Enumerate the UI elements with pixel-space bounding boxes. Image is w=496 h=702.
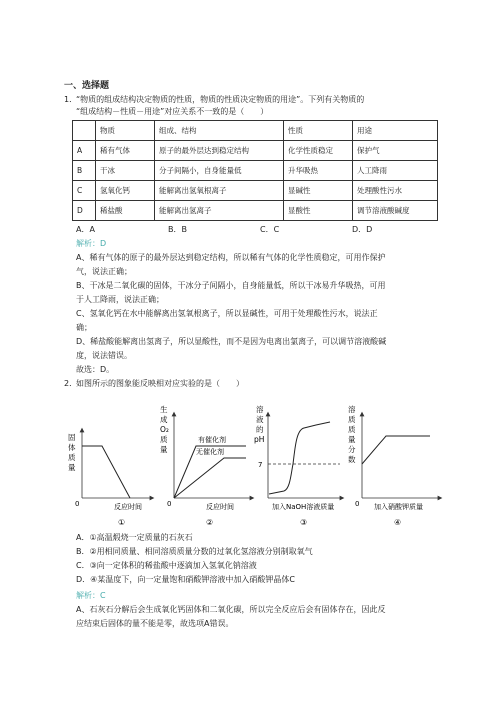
- chart-2-ylabel: 质: [160, 435, 168, 444]
- q1-answer-label: 解析：D: [76, 239, 107, 248]
- q1-number: 1．: [64, 95, 78, 104]
- table-cell: 稀有气体: [96, 141, 155, 161]
- table-row: [73, 161, 438, 181]
- table-row: [73, 201, 438, 221]
- q2-option-d: D．④某温度下，向一定量饱和硝酸钾溶液中加入硝酸钾晶体C: [76, 575, 295, 584]
- table-cell: A: [73, 141, 96, 161]
- q1-option-a: A．A: [76, 225, 95, 234]
- chart-2-caption: ②: [206, 518, 214, 527]
- chart-3-line: [269, 422, 330, 494]
- q1-explanation-line: A、稀有气体的原子的最外层达到稳定结构，所以稀有气体的化学性质稳定，可用作保护: [76, 253, 386, 262]
- table-cell: D: [73, 201, 96, 221]
- q1-stem-line2: “组成结构－性质－用途”对应关系不一致的是（ ）: [76, 107, 269, 116]
- chart-4-ylabel: 质: [348, 425, 356, 434]
- table-cell: 原子的最外层达到稳定结构: [155, 141, 284, 161]
- table-cell: 显酸性: [284, 201, 353, 221]
- chart-2-label-no-catalyst: 无催化剂: [196, 448, 224, 456]
- table-cell: 干冰: [96, 161, 155, 181]
- table-cell: 显碱性: [284, 181, 353, 201]
- table-row: [73, 141, 438, 161]
- table-cell: 调节溶液酸碱度: [353, 201, 438, 221]
- chart-1-ylabel: 固: [68, 433, 76, 442]
- chart-4-ylabel: 量: [348, 435, 356, 444]
- q1-option-c: C．C: [260, 225, 280, 234]
- chart-2-origin: 0: [167, 500, 172, 508]
- q2-number: 2．: [64, 379, 78, 388]
- table-header-row: [73, 121, 438, 141]
- table-cell: B: [73, 161, 96, 181]
- chart-3-ylabel: pH: [254, 435, 265, 444]
- chart-2-ylabel: O₂: [160, 425, 169, 434]
- table-cell: 保护气: [353, 141, 438, 161]
- chart-4-line: [362, 436, 430, 464]
- chart-1-origin: 0: [75, 500, 80, 508]
- q1-explanation-line: 度，说法错误。: [76, 351, 132, 360]
- chart-1-line: [82, 446, 130, 498]
- chart-3-ylabel: 液: [256, 415, 264, 424]
- q1-explanation-line: D、稀盐酸能解离出氢离子，所以显酸性，而不是因为电离出氯离子，可以调节溶液酸碱: [76, 337, 387, 346]
- q1-explanation-line: 确；: [76, 323, 92, 332]
- chart-2-ylabel: 生: [160, 405, 168, 414]
- q1-explanation-line: B、干冰是二氧化碳的固体，干冰分子间隔小，自身能量低，所以干冰易升华吸热，可用: [76, 281, 386, 290]
- chart-1-ylabel: 体: [68, 443, 76, 452]
- chart-2: [160, 404, 252, 511]
- chart-4-ylabel: 质: [348, 415, 356, 424]
- q2-charts-figure: [60, 394, 460, 528]
- q1-explanation-line: 于人工降雨，说法正确；: [76, 295, 164, 304]
- chart-4-ylabel: 溶: [348, 405, 356, 414]
- table-cell: 能解离出氢离子: [155, 201, 284, 221]
- q2-stem: 如图所示的图象能反映相对应实验的是（ ）: [76, 379, 244, 388]
- q2-option-b: B．②用相同质量、相同溶质质量分数的过氧化氢溶液分别制取氧气: [76, 547, 313, 556]
- table-cell: 处理酸性污水: [353, 181, 438, 201]
- chart-4-xlabel: 加入硝酸钾质量: [374, 503, 423, 511]
- q1-option-d: D．D: [352, 225, 373, 234]
- q2-explanation-line: 应结束后固体的量不能是零，故选项A错误。: [76, 619, 234, 628]
- chart-3: [254, 404, 342, 511]
- chart-3-xlabel: 加入NaOH溶液质量: [272, 503, 335, 511]
- section-title: 一、选择题: [64, 81, 110, 91]
- chart-3-ylabel: 的: [256, 425, 264, 434]
- chart-4-ylabel: 分: [348, 445, 356, 454]
- chart-1-xlabel: 反应时间: [114, 503, 142, 511]
- chart-2-label-catalyst: 有催化剂: [198, 436, 226, 444]
- table-cell: 稀盐酸: [96, 201, 155, 221]
- table-row: [73, 181, 438, 201]
- chart-2-ylabel: 量: [160, 445, 168, 454]
- chart-2-xlabel: 反应时间: [206, 503, 234, 511]
- q2-answer-label: 解析：C: [76, 591, 106, 600]
- table-cell: 人工降雨: [353, 161, 438, 181]
- table-cell: 氢氧化钙: [96, 181, 155, 201]
- chart-4: [348, 404, 440, 511]
- chart-2-line-no-catalyst: [174, 458, 246, 498]
- q1-table: [72, 120, 438, 221]
- chart-3-ylabel: 溶: [256, 405, 264, 414]
- table-cell: 分子间隔小，自身能量低: [155, 161, 284, 181]
- table-header-cell: [73, 121, 96, 141]
- q1-explanation-line: 故选：D。: [76, 365, 115, 374]
- q2-option-a: A．①高温煅烧一定质量的石灰石: [76, 533, 193, 542]
- table-header-cell: 性质: [284, 121, 353, 141]
- chart-4-ylabel: 数: [348, 455, 356, 464]
- chart-1-ylabel: 质: [68, 453, 76, 462]
- chart-4-caption: ④: [394, 518, 402, 527]
- table-cell: 化学性质稳定: [284, 141, 353, 161]
- q1-stem-line1: “物质的组成结构决定物质的性质，物质的性质决定物质的用途”。下列有关物质的: [76, 95, 365, 104]
- chart-3-caption: ③: [300, 518, 308, 527]
- chart-4-origin: 0: [355, 500, 360, 508]
- chart-1: [68, 430, 152, 511]
- table-cell: C: [73, 181, 96, 201]
- chart-1-caption: ①: [118, 518, 126, 527]
- q2-option-c: C．③向一定体积的稀盐酸中逐滴加入氢氧化钠溶液: [76, 561, 257, 570]
- table-header-cell: 物质: [96, 121, 155, 141]
- table-cell: 能解离出氢氧根离子: [155, 181, 284, 201]
- table-header-cell: 组成、结构: [155, 121, 284, 141]
- table-header-cell: 用途: [353, 121, 438, 141]
- q1-explanation-line: 气，说法正确；: [76, 267, 132, 276]
- chart-3-ytick-7: 7: [258, 461, 263, 469]
- table-cell: 升华吸热: [284, 161, 353, 181]
- chart-2-ylabel: 成: [160, 415, 168, 424]
- q2-explanation-line: A、石灰石分解后会生成氧化钙固体和二氧化碳，所以完全反应后会有固体存在，因此反: [76, 605, 386, 614]
- q1-explanation-line: C、氢氧化钙在水中能解离出氢氧根离子，所以显碱性，可用于处理酸性污水，说法正: [76, 309, 378, 318]
- chart-1-ylabel: 量: [68, 463, 76, 472]
- q1-option-b: B．B: [168, 225, 187, 234]
